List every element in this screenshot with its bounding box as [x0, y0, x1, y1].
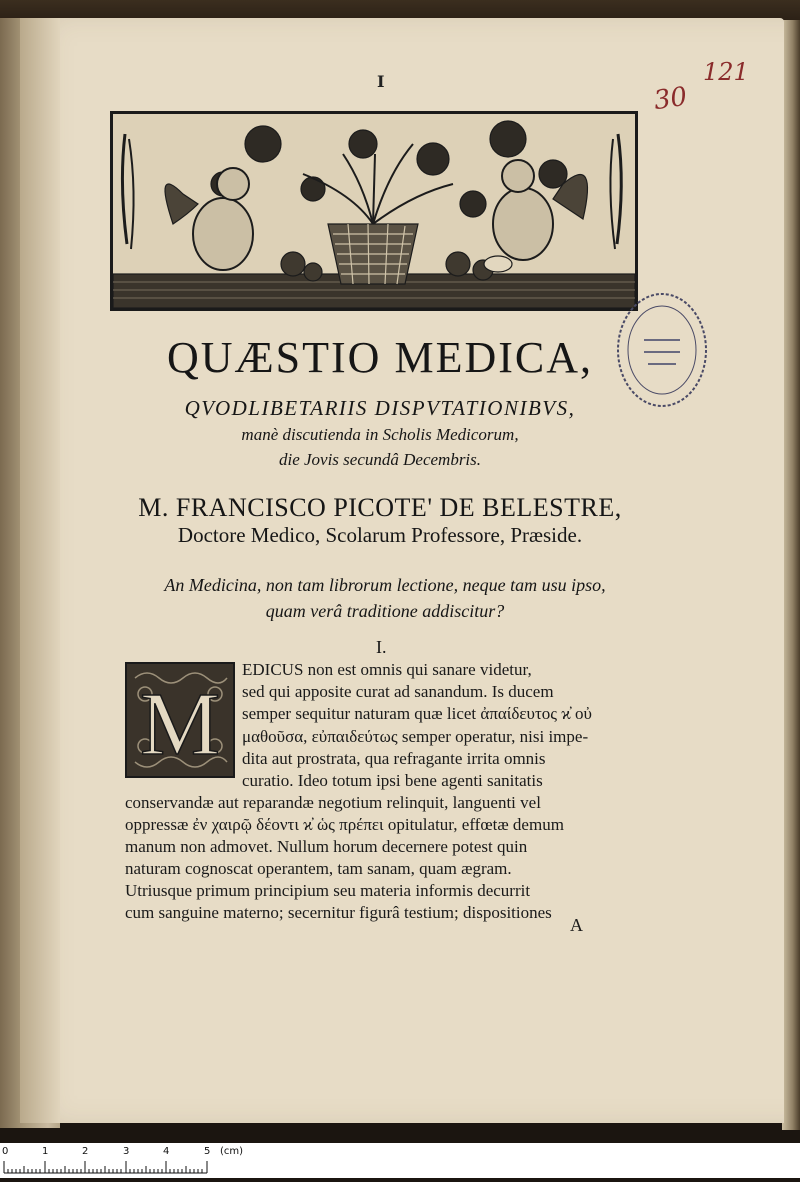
date-line: die Jovis secundâ Decembris.: [278, 450, 482, 469]
right-page-edge: [782, 20, 800, 1130]
question-line-2: quam verâ traditione addiscitur?: [265, 601, 505, 621]
body-line-8: oppressæ ἐν χαιρῷ δέοντι ϰ̓ ὡς πρέπει opitulatur, effœtæ demum: [125, 815, 564, 834]
body-line-10: naturam cognoscat operantem, tam sanam, quam ægram.: [125, 859, 512, 878]
session-line: manè discutienda in Scholis Medicorum,: [241, 425, 519, 444]
ornamental-initial: [127, 664, 233, 776]
woodcut-headpiece: [110, 111, 638, 311]
body-line-3: semper sequitur naturam quæ licet ἀπαίδευτος ϰ̓ οὐ: [242, 704, 592, 723]
drop-cap-letter: M: [139, 675, 221, 774]
ruler-label-5: 5: [204, 1146, 211, 1157]
scale-ruler: [0, 1143, 800, 1178]
ruler-label-4: 4: [163, 1146, 170, 1157]
ruler-label-1: 1: [42, 1146, 49, 1157]
body-line-2: sed qui apposite curat ad sanandum. Is ducem: [242, 682, 554, 701]
body-line-9: manum non admovet. Nullum horum decernere potest quin: [125, 837, 528, 856]
ruler-unit: (cm): [220, 1146, 244, 1157]
body-line-4: μαθοῦσα, εὐπαιδεύτως semper operatur, nisi impe-: [242, 727, 589, 746]
body-line-7: conservandæ aut reparandæ negotium relinquit, languenti vel: [125, 793, 541, 812]
question-line-1: An Medicina, non tam librorum lectione, neque tam usu ipso,: [164, 575, 606, 595]
section-number: I.: [376, 637, 387, 657]
praeses-name: M. FRANCISCO PICOTE' DE BELESTRE,: [138, 493, 622, 522]
ruler-label-2: 2: [82, 1146, 89, 1157]
woodcut-illustration: [113, 114, 635, 308]
page-title: QUÆSTIO MEDICA,: [167, 333, 593, 382]
body-line-11: Utriusque primum principium seu materia informis decurrit: [125, 881, 531, 900]
folio-number: 121: [703, 58, 749, 86]
body-line-1: EDICUS non est omnis qui sanare videtur,: [242, 660, 532, 679]
ruler-label-3: 3: [123, 1146, 130, 1157]
signature-mark: I: [377, 72, 385, 91]
body-line-5: dita aut prostrata, qua refragante irrita omnis: [242, 749, 546, 768]
praeses-title: Doctore Medico, Scolarum Professore, Præside.: [177, 523, 583, 547]
subtitle: QVODLIBETARIIS DISPVTATIONIBVS,: [184, 396, 576, 420]
manuscript-number: 30: [652, 81, 690, 117]
body-line-6: curatio. Ideo totum ipsi bene agenti sanitatis: [242, 771, 543, 790]
ruler-label-0: 0: [2, 1146, 9, 1157]
page-gutter: [20, 18, 60, 1123]
body-line-12: cum sanguine materno; secernitur figurâ testium; dispositiones: [125, 903, 552, 922]
drop-cap: [125, 662, 235, 778]
catchword: A: [570, 915, 583, 935]
